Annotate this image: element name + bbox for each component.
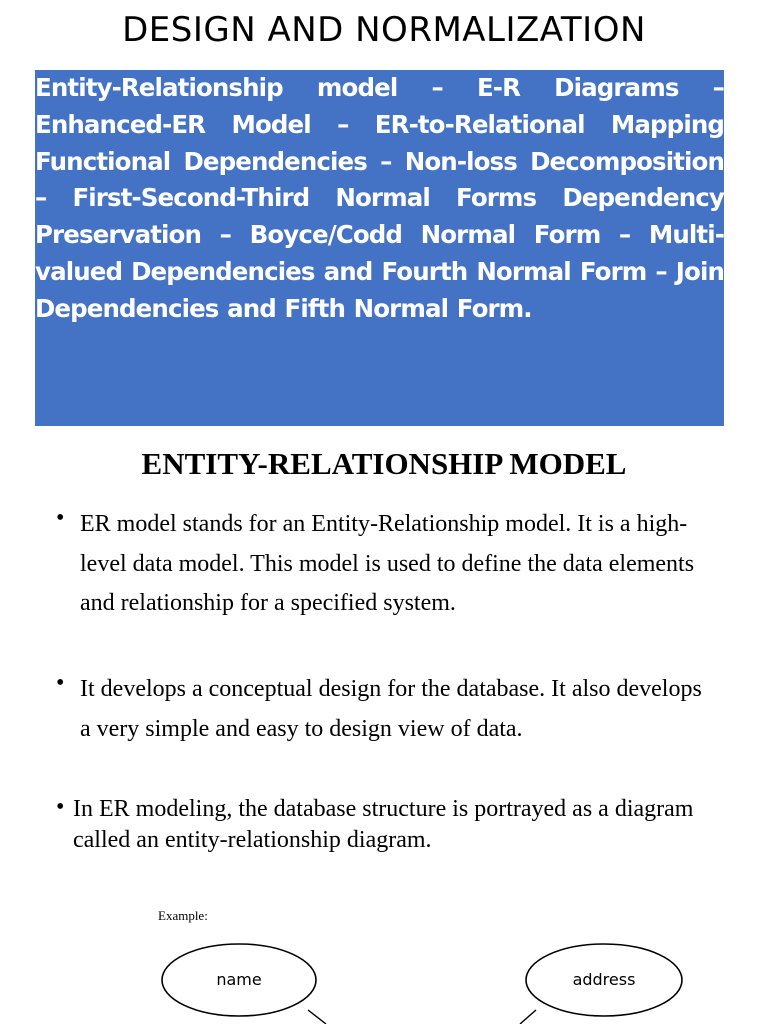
topics-box [35, 70, 724, 426]
name-attribute-label: name [216, 970, 262, 989]
address-attribute-label: address [572, 970, 636, 989]
bullet-mark: • [56, 505, 65, 531]
er-diagram [0, 930, 768, 1024]
address-connector-line [520, 1010, 536, 1024]
section-title: ENTITY-RELATIONSHIP MODEL [141, 446, 627, 481]
page-title: DESIGN AND NORMALIZATION [122, 10, 646, 50]
name-connector-line [308, 1010, 326, 1024]
topics-text: Entity-Relationship model – E-R Diagrams – Enhanced-ER Model – ER-to-Relational Mapping Functional Dependencies – Non-loss Decomposition – First-Second-Third Normal Forms Dependency Preservation – Boyce/Codd Normal Form – Multi-valued Dependencies and Fourth Normal Form – Join Dependencies and Fifth Normal Form. [35, 73, 724, 323]
bullet-text: ER model stands for an Entity-Relationship model. It is a high-level data model. This model is used to define the data elements and relationship for a specified system. [80, 511, 695, 616]
bullet-text: It develops a conceptual design for the database. It also develops a very simple and easy to design view of data. [80, 676, 702, 742]
bullet-text: In ER modeling, the database structure is portrayed as a diagram called an entity-relationship diagram. [73, 796, 694, 853]
bullet-mark: • [56, 670, 65, 696]
example-label: Example: [158, 908, 208, 923]
bullet-mark: • [56, 794, 65, 820]
